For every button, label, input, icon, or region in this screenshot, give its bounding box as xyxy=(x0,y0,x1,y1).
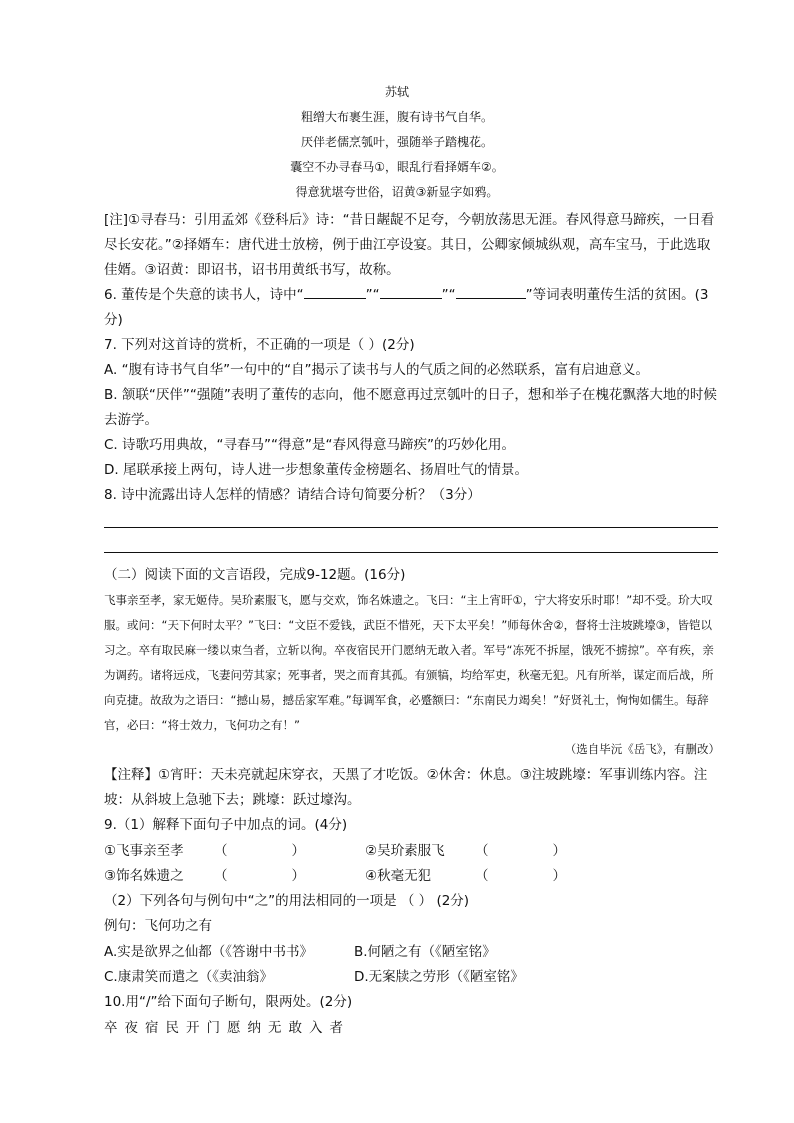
answer-line-2[interactable] xyxy=(104,552,718,553)
q6-blank-2[interactable] xyxy=(380,284,442,299)
q9-option-d[interactable]: D.无案牍之劳形（《陋室铭》 xyxy=(354,969,524,985)
annotation: 【注释】①宵旰：天未亮就起床穿衣，天黑了才吃饭。②休舍：休息。③注坡跳壕：军事训练内容。注坡：从斜坡上急驰下去；跳壕：跃过壕沟。 xyxy=(104,767,708,808)
q9-sub-2: （2）下列各句与例句中“之”的用法相同的一项是 （ ） (2分) xyxy=(104,893,470,909)
q7-stem: 7. 下列对这首诗的赏析，不正确的一项是（ ）(2分) xyxy=(104,337,415,353)
question-9-stem: 9.（1）解释下面句子中加点的词。(4分) xyxy=(104,817,348,833)
question-6 xyxy=(104,283,720,333)
q9-option-c[interactable]: C.康肃笑而遣之（《卖油翁》 xyxy=(104,969,273,985)
section-2-heading: （二）阅读下面的文言语段，完成9-12题。(16分) xyxy=(104,567,406,583)
poem-line-1: 粗缯大布裹生涯，腹有诗书气自华。 xyxy=(300,110,493,124)
q9-paren-close-4: ） xyxy=(552,868,566,884)
answer-line-1[interactable] xyxy=(104,527,718,528)
q7-option-a[interactable]: A. “腹有诗书气自华”一句中的“自”揭示了读书与人的气质之间的必然联系，富有启迪意义。 xyxy=(104,362,650,378)
q6-text-mid2: ”“ xyxy=(441,287,456,303)
poem-line-2: 厌伴老儒烹瓠叶，强随举子踏槐花。 xyxy=(300,135,493,149)
q9-paren-close-1: ） xyxy=(291,843,305,859)
classical-passage: 飞事亲至孝，家无姬侍。吴玠素服飞，愿与交欢，饰名姝遗之。飞曰：“主上宵旰①，宁大将安乐时耶！”却不受。玠大叹服。或问：“天下何时太平？”飞曰：“文臣不爱钱，武臣不惜死，天下太平矣！”师每休舍②，督将士注坡跳壕③，皆铠以习之。卒有取民麻一缕以束刍者，立斩以徇。卒夜宿民开门愿纳无敢入者。军号“冻死不拆屋，饿死不掳掠”。卒有疾，亲为调药。诸将远戍，飞妻问劳其家；死事者，哭之而育其孤。有颁犒，均给军吏，秋毫无犯。凡有所举，谋定而后战，所向克捷。故敌为之语曰：“撼山易，撼岳家军难。”每调军食，必蹙额曰：“东南民力竭矣！”好贤礼士，恂恂如儒生。每辞官，必曰：“将士效力，飞何功之有！” xyxy=(104,593,714,732)
q9-paren-open-3: （ xyxy=(214,868,228,884)
passage-source: （选自毕沅《岳飞》，有删改） xyxy=(564,742,720,756)
q9-paren-close-3: ） xyxy=(291,868,305,884)
q9-example: 例句：飞何功之有 xyxy=(104,918,212,934)
question-7 xyxy=(104,333,720,483)
q7-option-c[interactable]: C. 诗歌巧用典故，“寻春马”“得意”是“春风得意马蹄疾”的巧妙化用。 xyxy=(104,437,515,453)
q6-text-mid1: ”“ xyxy=(365,287,380,303)
q9-row-1 xyxy=(104,839,720,863)
q9-paren-open-2: （ xyxy=(475,843,489,859)
q9-row-2 xyxy=(104,864,720,888)
q9-option-a[interactable]: A.实是欲界之仙都（《答谢中书书》 xyxy=(104,944,314,960)
q9-item-2: ②吴玠素服飞 xyxy=(365,843,445,859)
question-8: 8. 诗中流露出诗人怎样的情感？请结合诗句简要分析？（3分） xyxy=(104,487,481,503)
question-10-stem: 10.用“/”给下面句子断句，限两处。(2分) xyxy=(104,994,353,1010)
q6-text-pre: 6. 董传是个失意的读书人，诗中“ xyxy=(104,287,304,303)
q6-blank-3[interactable] xyxy=(456,284,526,299)
q9-paren-open-4: （ xyxy=(475,868,489,884)
q9-options-row-1 xyxy=(104,940,720,964)
q9-options-row-2 xyxy=(104,965,720,989)
poem-line-3: 囊空不办寻春马①，眼乱行看择婿车②。 xyxy=(290,160,504,174)
poem-author: 苏轼 xyxy=(384,85,409,99)
q6-blank-1[interactable] xyxy=(304,284,366,299)
poem-note: [注]①寻春马：引用孟郊《登科后》诗：“昔日龌龊不足夸，今朝放荡思无涯。春风得意马蹄疾，一日看尽长安花。”②择婿车：唐代进士放榜，例于曲江亭设宴。其日，公卿家倾城纵观，高车宝马，于此选取佳婿。③诏黄：即诏书，诏书用黄纸书写，故称。 xyxy=(104,212,715,278)
q9-item-1: ①飞事亲至孝 xyxy=(104,843,184,859)
poem xyxy=(0,80,794,205)
q9-option-b[interactable]: B.何陋之有（《陋室铭》 xyxy=(354,944,496,960)
q9-item-4: ④秋毫无犯 xyxy=(365,868,432,884)
poem-line-4: 得意犹堪夸世俗，诏黄③新显字如鸦。 xyxy=(295,185,499,199)
q9-item-3: ③饰名姝遗之 xyxy=(104,868,184,884)
q6-text-post: ”等词表明董传生活的贫困。(3分) xyxy=(104,287,709,328)
q9-paren-close-2: ） xyxy=(552,843,566,859)
q10-sentence[interactable]: 卒夜宿民开门愿纳无敢入者 xyxy=(104,1020,350,1036)
q7-option-b[interactable]: B. 颔联“厌伴”“强随”表明了董传的志向，他不愿意再过烹瓠叶的日子，想和举子在槐花飘落大地的时候去游学。 xyxy=(104,387,717,428)
q7-option-d[interactable]: D. 尾联承接上两句，诗人进一步想象董传金榜题名、扬眉吐气的情景。 xyxy=(104,462,528,478)
q9-paren-open-1: （ xyxy=(214,843,228,859)
